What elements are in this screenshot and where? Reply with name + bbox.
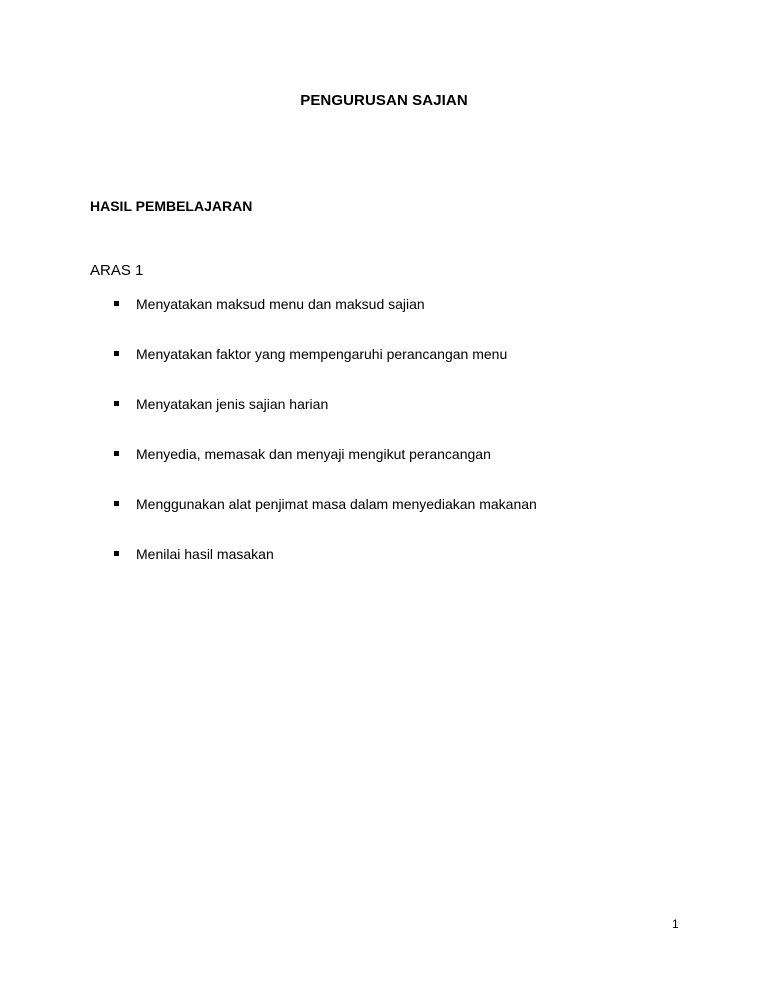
section-heading: HASIL PEMBELAJARAN bbox=[90, 198, 253, 214]
square-bullet-icon bbox=[114, 301, 119, 306]
list-item bbox=[112, 296, 537, 346]
list-item-text: Menyatakan jenis sajian harian bbox=[136, 396, 329, 412]
square-bullet-icon bbox=[114, 501, 119, 506]
list-item-text: Menyatakan faktor yang mempengaruhi perancangan menu bbox=[136, 346, 508, 362]
square-bullet-icon bbox=[114, 401, 119, 406]
list-item bbox=[112, 396, 537, 446]
square-bullet-icon bbox=[114, 551, 119, 556]
square-bullet-icon bbox=[114, 451, 119, 456]
list-item-text: Menggunakan alat penjimat masa dalam menyediakan makanan bbox=[136, 496, 537, 512]
list-item-text: Menilai hasil masakan bbox=[136, 546, 274, 562]
list-item bbox=[112, 496, 537, 546]
page-number: 1 bbox=[672, 917, 679, 931]
list-item bbox=[112, 546, 537, 596]
level-label: ARAS 1 bbox=[90, 262, 144, 279]
list-item bbox=[112, 446, 537, 496]
list-item bbox=[112, 346, 537, 396]
learning-outcomes-list bbox=[112, 296, 537, 596]
square-bullet-icon bbox=[114, 351, 119, 356]
list-item-text: Menyatakan maksud menu dan maksud sajian bbox=[136, 296, 425, 312]
document-title: PENGURUSAN SAJIAN bbox=[300, 92, 468, 109]
list-item-text: Menyedia, memasak dan menyaji mengikut perancangan bbox=[136, 446, 491, 462]
